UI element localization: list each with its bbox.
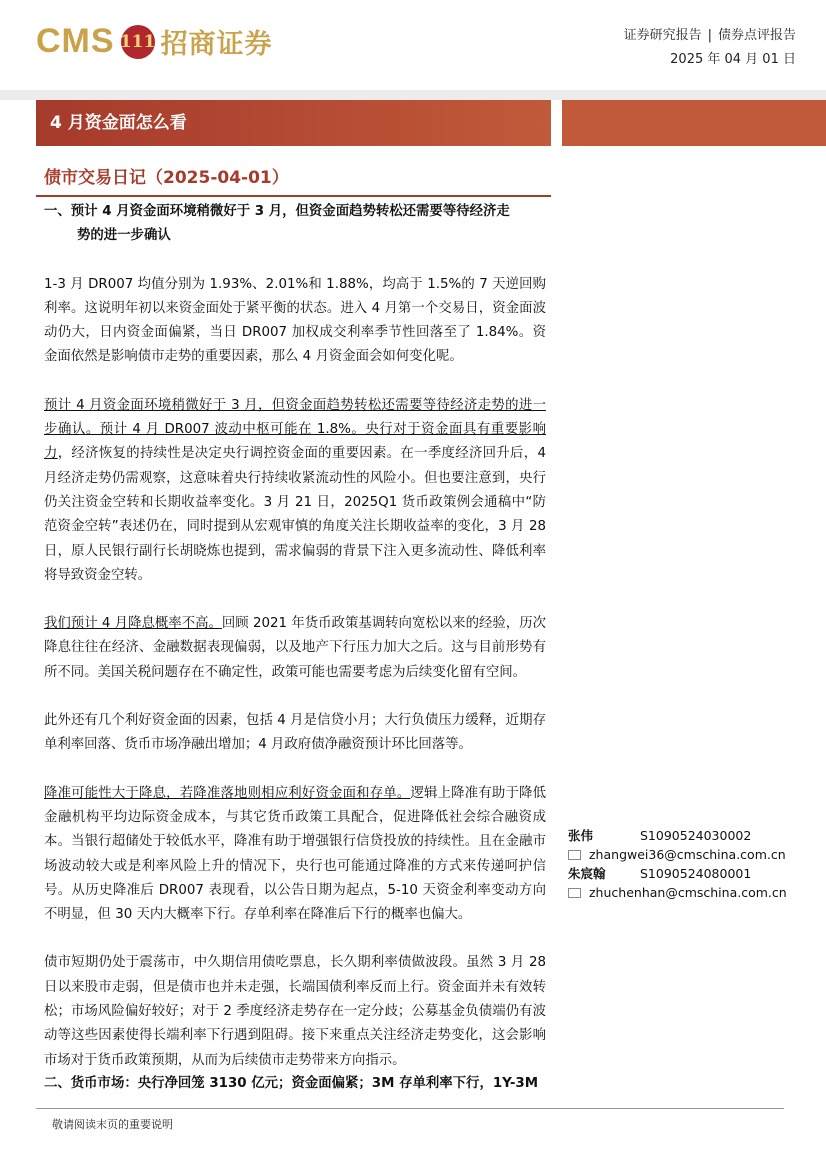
report-subtitle: 债市交易日记（2025-04-01） xyxy=(44,168,289,188)
main-body xyxy=(44,200,546,1073)
paragraph-2-body: ，经济恢复的持续性是决定央行调控资金面的重要因素。在一季度经济回升后，4 月经济走势仍需观察，这意味着央行持续收紧流动性的风险小。但也要注意到，央行仍关注资金空转和长期收益率变化。3 月 21 日，2025Q1 货币政策例会通稿中“防范资金空转”表述仍在，同时提到从宏观审慎的角度关注长期收益率的变化，3 月 28 日，原人民银行副行长胡晓炼也提到，需求偏弱的背景下注入更多流动性、降低利率将导致资金空转。 xyxy=(44,446,546,583)
paragraph-1: 1-3 月 DR007 均值分别为 1.93%、2.01%和 1.88%，均高于 1.5%的 7 天逆回购利率。这说明年初以来资金面处于紧平衡的状态。进入 4 月第一个交易日，资金面波动仍大，日内资金面偏紧，当日 DR007 加权成交利率季节性回落至了 1.84%。资金面依然是影响债市走势的重要因素，那么 4 月资金面会如何变化呢。 xyxy=(44,276,546,365)
paragraph-5 xyxy=(44,782,546,928)
paragraph-5-body: 逻辑上降准有助于降低金融机构平均边际资金成本，与其它货币政策工具配合，促进降低社会综合融资成本。当银行超储处于较低水平，降准有助于增强银行信贷投放的持续性。且在金融市场波动较大或是利率风险上升的情况下，央行也可能通过降准的方式来传递呵护信号。从历史降准后 DR007 表现看，以公告日期为起点，5-10 天资金利率变动方向不明显，但 30 天内大概率下行。存单利率在降准后下行的概率也偏大。 xyxy=(44,785,547,923)
paragraph-4: 此外还有几个利好资金面的因素，包括 4 月是信贷小月；大行负债压力缓释，近期存单利率回落、货币市场净融出增加；4 月政府债净融资预计环比回落等。 xyxy=(44,713,546,753)
section1-heading-line1: 一、预计 4 月资金面环境稍微好于 3 月，但资金面趋势转松还需要等待经济走 xyxy=(44,204,510,219)
author-2-email-row[interactable] xyxy=(568,883,787,902)
logo-cn: 招商证券 xyxy=(160,29,273,60)
author-2-id: S1090524080001 xyxy=(640,866,752,881)
subtitle-divider xyxy=(36,195,551,197)
mail-icon xyxy=(568,850,581,860)
logo-badge-icon: 111 xyxy=(121,25,155,59)
author-1-email[interactable]: zhangwei36@cmschina.com.cn xyxy=(589,847,786,862)
report-title: 4 月资金面怎么看 xyxy=(36,100,551,146)
footer-divider xyxy=(36,1108,784,1109)
section1-heading xyxy=(44,200,546,249)
report-meta xyxy=(624,24,796,72)
author-1 xyxy=(568,826,787,845)
report-type: 证券研究报告 xyxy=(623,28,702,43)
report-subtype: 债券点评报告 xyxy=(717,28,796,43)
author-1-name: 张伟 xyxy=(568,828,594,843)
paragraph-3-body: 回顾 2021 年货币政策基调转向宽松以来的经验，历次降息往往在经济、金融数据表现偏弱，以及地产下行压力加大之后。这与目前形势有所不同。美国关税问题存在不确定性，政策可能也需要考虑为后续变化留有空间。 xyxy=(44,616,546,680)
authors-panel xyxy=(568,826,787,902)
sidebar-header-box xyxy=(562,100,826,146)
footer-note: 敬请阅读末页的重要说明 xyxy=(52,1118,173,1131)
author-2-email[interactable]: zhuchenhan@cmschina.com.cn xyxy=(589,885,787,900)
section2-heading: 二、货币市场：央行净回笼 3130 亿元；资金面偏紧；3M 存单利率下行，1Y-3M xyxy=(44,1076,539,1091)
author-1-id: S1090524030002 xyxy=(640,828,752,843)
section1-heading-line2: 势的进一步确认 xyxy=(77,228,171,244)
mail-icon xyxy=(568,888,581,898)
paragraph-3-key-point: 我们预计 4 月降息概率不高。 xyxy=(44,616,222,632)
author-2-name: 朱宸翰 xyxy=(568,866,606,881)
paragraph-3 xyxy=(44,612,546,685)
logo-en: CMS xyxy=(36,22,115,60)
meta-separator: | xyxy=(707,28,712,43)
paragraph-5-key-point: 降准可能性大于降息，若降准落地则相应利好资金面和存单。 xyxy=(44,785,411,801)
author-1-email-row[interactable] xyxy=(568,845,787,864)
paragraph-2 xyxy=(44,394,546,588)
author-2 xyxy=(568,864,787,883)
header-band xyxy=(0,90,826,100)
paragraph-2-key-point: 预计 4 月资金面环境稍微好于 3 月，但资金面趋势转松还需要等待经济走势的进一步确认。预计 4 月 DR007 波动中枢可能在 1.8%。央行对于资金面具有重要影响力 xyxy=(44,397,546,462)
paragraph-6: 债市短期仍处于震荡市，中久期信用债吃票息，长久期利率债做波段。虽然 3 月 28 日以来股市走弱，但是债市也并未走强，长端国债利率反而上行。资金面并未有效转松；市场风险偏好较好；对于 2 季度经济走势存在一定分歧；公募基金负债端仍有波动等这些因素使得长端利率下行遇到阻碍。接下来重点关注经济走势变化，这会影响市场对于货币政策预期，从而为后续债市走势带来方向指示。 xyxy=(44,955,546,1068)
report-date: 2025 年 04 月 01 日 xyxy=(670,52,796,67)
cms-logo xyxy=(36,22,273,61)
